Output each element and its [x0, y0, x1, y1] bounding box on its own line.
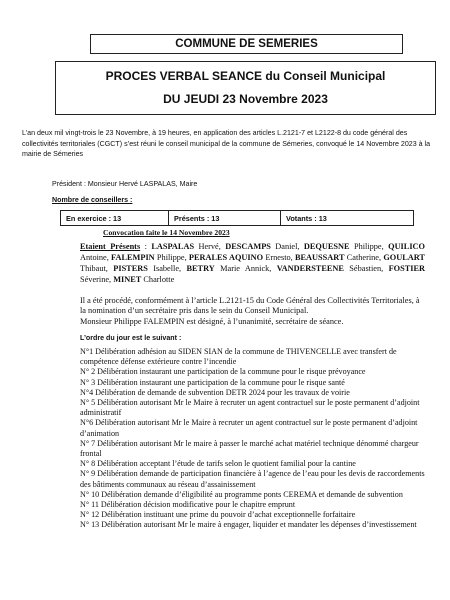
- agenda-list: [80, 347, 430, 531]
- member-first-name: Séverine,: [80, 275, 114, 284]
- agenda-item: N° 9 Délibération demande de participation financière à l’agence de l’eau pour les devis de raccordements des bâtiments communaux au réseau d’assainissement: [80, 469, 425, 489]
- secretary-text: Monsieur Philippe FALEMPIN est désigné, à l’unanimité, secrétaire de séance.: [80, 316, 344, 326]
- member-last-name: BEAUSSART: [294, 253, 345, 262]
- member-first-name: Thibaut,: [80, 264, 114, 273]
- member-first-name: Marie Annick,: [214, 264, 277, 273]
- member-last-name: FOSTIER: [388, 264, 425, 273]
- agenda-item: N°6 Délibération autorisant Mr le Maire à recruter un agent contractuel sur le poste permanent d’adjoint d’animation: [80, 418, 418, 438]
- agenda-item: N° 13 Délibération autorisant Mr le maire à engager, liquider et mandater les dépenses d’investissement: [80, 520, 417, 530]
- member-first-name: Ernesto,: [263, 253, 295, 262]
- agenda-item: N° 3 Délibération instaurant une participation de la commune pour le risque santé: [80, 377, 345, 387]
- pv-date: DU JEUDI 23 Novembre 2023: [163, 92, 328, 106]
- agenda-item: N°4 Délibération de demande de subvention DETR 2024 pour les travaux de voirie: [80, 387, 350, 397]
- member-first-name: Philippe,: [349, 242, 389, 251]
- member-last-name: PERALES AQUINO: [188, 253, 264, 262]
- member-last-name: BETRY: [186, 264, 215, 273]
- agenda-item: N° 10 Délibération demande d’éligibilité au programme ponts CEREMA et demande de subvention: [80, 489, 403, 499]
- conseillers-table: [60, 210, 414, 226]
- member-first-name: Catherine,: [344, 253, 384, 262]
- member-last-name: VANDERSTEENE: [276, 264, 344, 273]
- conseillers-title: Nombre de conseillers :: [52, 196, 133, 204]
- member-last-name: FALEMPIN: [111, 253, 155, 262]
- agenda-item: N° 12 Délibération instituant une prime du pouvoir d’achat exceptionnelle forfaitaire: [80, 510, 356, 520]
- presents-paragraph: [80, 241, 425, 285]
- article-text: Il a été procédé, conformément à l’article L.2121-15 du Code Général des Collectivités Territoriales, à la nomination d’un secrétaire pris dans le sein du Conseil Municipal.: [80, 296, 420, 316]
- intro-paragraph: L’an deux mil vingt-trois le 23 Novembre, à 19 heures, en application des articles L.2121-7 et L2122-8 du code général des collectivités territoriales (CGCT) s’est réuni le conseil municipal de la commune de Sémeries, convoqué le 14 Novembre 2023 à la mairie de Sémeries: [22, 129, 431, 159]
- member-last-name: QUILICO: [388, 242, 425, 251]
- member-first-name: Charlotte: [141, 275, 175, 284]
- agenda-item: N° 8 Délibération acceptant l’étude de tarifs selon le quotient familial pour la cantine: [80, 459, 356, 469]
- member-first-name: Hervé,: [194, 242, 226, 251]
- member-last-name: MINET: [113, 275, 142, 284]
- agenda-item: N° 5 Délibération autorisant Mr le Maire à recruter un agent contractuel sur le poste permanent d’adjoint administratif: [80, 398, 420, 418]
- commune-header-box: [90, 34, 403, 54]
- member-first-name: Daniel,: [270, 242, 304, 251]
- agenda-item: N° 2 Délibération instaurant une participation de la commune pour le risque prévoyance: [80, 367, 366, 377]
- member-first-name: Antoine,: [80, 253, 112, 262]
- member-last-name: GOULART: [383, 253, 425, 262]
- member-first-name: Sébastien,: [343, 264, 389, 273]
- member-first-name: Isabelle,: [147, 264, 187, 273]
- member-last-name: DESCAMPS: [225, 242, 271, 251]
- pv-title-box: [55, 61, 436, 115]
- convocation-date: Convocation faite le 14 Novembre 2023: [103, 228, 230, 237]
- member-last-name: PISTERS: [113, 264, 148, 273]
- agenda-item: N° 7 Délibération autorisant Mr le maire à passer le marché achat matériel technique dénommé chargeur frontal: [80, 438, 419, 459]
- member-last-name: DEQUESNE: [303, 242, 350, 251]
- pv-title: PROCES VERBAL SEANCE du Conseil Municipal: [105, 69, 386, 83]
- agenda-item: N° 11 Délibération décision modificative pour le chapitre emprunt: [80, 500, 296, 510]
- exercice-cell: En exercice : 13: [61, 211, 169, 225]
- presents-sep: :: [140, 242, 152, 251]
- presents-cell: Présents : 13: [169, 211, 281, 225]
- member-last-name: LASPALAS: [151, 242, 195, 251]
- votants-cell: Votants : 13: [286, 213, 327, 223]
- agenda-item: N°1 Délibération adhésion au SIDEN SIAN de la commune de THIVENCELLE avec transfert de compétence défense extérieure contre l’incendie: [80, 347, 397, 367]
- presents-label: Etaient Présents: [80, 242, 141, 251]
- agenda-title: L’ordre du jour est le suivant :: [80, 334, 182, 342]
- president-line: Président : Monsieur Hervé LASPALAS, Maire: [52, 180, 198, 188]
- secretary-paragraph: [80, 296, 425, 327]
- member-first-name: Philippe,: [154, 253, 189, 262]
- commune-title: COMMUNE DE SEMERIES: [175, 38, 318, 50]
